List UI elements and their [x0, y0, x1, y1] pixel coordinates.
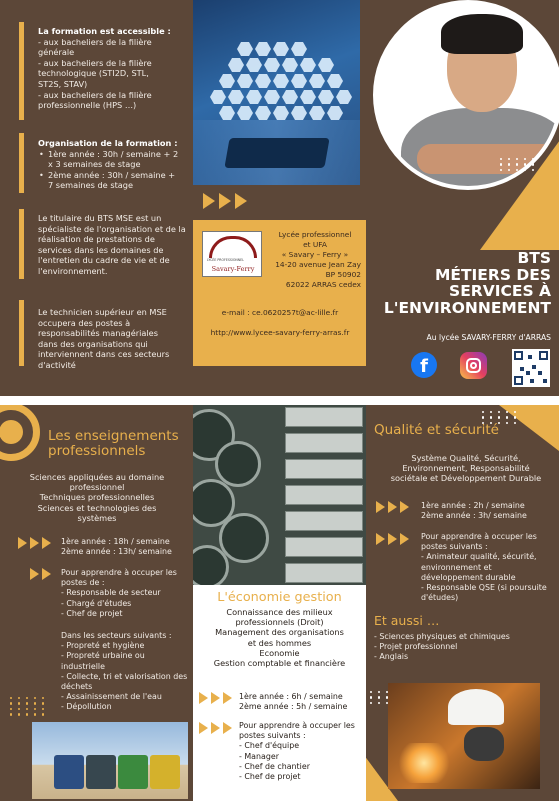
arrow-triangle-icon [400, 533, 409, 545]
title-line: Les enseignements [48, 428, 179, 444]
formation-block [38, 26, 173, 111]
arrow-triangle-icon [30, 568, 39, 580]
water-treatment-photo [193, 405, 366, 585]
hours-block [61, 537, 191, 557]
arrow-decoration [203, 193, 247, 209]
sector-item: - Dépollution [61, 702, 112, 712]
arrow-decoration [376, 533, 409, 545]
school-name [265, 230, 365, 260]
aussi-item: - Projet professionnel [374, 642, 458, 652]
bts-title-line: SERVICES À [449, 282, 551, 300]
decorative-dots [500, 158, 537, 171]
lycee-subtitle: Au lycée SAVARY-FERRY d'ARRAS [426, 333, 551, 342]
subject-line: professionnel [69, 482, 125, 493]
qualite-subjects [376, 453, 556, 484]
arrow-triangle-icon [223, 722, 232, 734]
recycling-bins-photo [32, 722, 188, 799]
economie-subjects [193, 607, 366, 668]
bts-title-line: L'ENVIRONNEMENT [383, 298, 551, 317]
accent-bar [19, 300, 24, 366]
hours-block [239, 692, 366, 712]
jobs-title: Pour apprendre à occuper les postes suivants : [421, 532, 537, 552]
subject-line: Sciences appliquées au domaine [29, 472, 165, 482]
aussi-item: - Anglais [374, 652, 409, 662]
jobs-title: Pour apprendre à occuper les postes de : [61, 568, 177, 588]
organisation-block [38, 138, 180, 191]
aussi-item: - Sciences physiques et chimiques [374, 632, 510, 641]
decorative-triangle [480, 140, 559, 250]
website-link[interactable]: http://www.lycee-savary-ferry-arras.fr [210, 328, 350, 337]
qualite-title: Qualité et sécurité [374, 422, 499, 438]
arrow-triangle-icon [223, 692, 232, 704]
hours-line: 2ème année : 3h/ semaine [421, 511, 527, 521]
organisation-item: • 1ère année : 30h / semaine + 2 x 3 semaines de stage [38, 149, 180, 170]
arrow-decoration [376, 501, 409, 513]
aussi-title: Et aussi … [374, 613, 440, 628]
arrow-triangle-icon [203, 193, 215, 209]
arrow-triangle-icon [400, 501, 409, 513]
job-item: - Chef d'équipe [239, 741, 300, 751]
organisation-item: • 2ème année : 30h / semaine + 7 semaines de stage [38, 170, 180, 191]
address-line: 62022 ARRAS cedex [285, 280, 361, 289]
subject-line: professionnels (Droit) [235, 617, 324, 628]
instagram-icon[interactable] [460, 352, 487, 379]
hours-line: 1ère année : 6h / semaine [239, 692, 343, 701]
contact-box [193, 220, 366, 366]
sectors-block [61, 631, 191, 713]
arrow-triangle-icon [42, 568, 51, 580]
job-item: - Manager [239, 751, 279, 761]
accent-bar [19, 133, 24, 193]
subject-line: sociétale et Développement Durable [390, 473, 542, 484]
decorative-dots [10, 697, 47, 716]
sectors-title: Dans les secteurs suivants : [61, 631, 172, 640]
bts-title-line: BTS [517, 249, 551, 267]
accent-bar [19, 209, 24, 279]
economie-title: L'économie gestion [217, 590, 342, 605]
subject-line: Techniques professionnelles [39, 492, 155, 503]
formation-item: - aux bacheliers de la filière professionnelle (HPS …) [38, 89, 152, 111]
arrow-triangle-icon [199, 692, 208, 704]
accent-bar [19, 22, 24, 120]
formation-item: - aux bacheliers de la filière générale [38, 36, 152, 58]
arrow-triangle-icon [30, 537, 39, 549]
organisation-title: Organisation de la formation : [38, 138, 178, 148]
logo-text: Savary-Ferry [211, 265, 255, 273]
jobs-block [61, 568, 191, 619]
hours-block [421, 501, 556, 521]
subject-line: Système Qualité, Sécurité, [411, 453, 521, 463]
qr-code-icon[interactable] [512, 349, 550, 387]
decorative-circle [0, 420, 23, 444]
school-name-line: et UFA [303, 240, 327, 249]
qualite-panel [366, 405, 559, 801]
school-name-line: « Savary – Ferry » [281, 250, 349, 259]
hours-line: 1ère année : 18h / semaine [61, 537, 170, 546]
arrow-decoration [30, 568, 51, 580]
email-link[interactable]: e-mail : ce.0620257t@ac-lille.fr [221, 308, 339, 317]
arrow-triangle-icon [199, 722, 208, 734]
subject-line: systèmes [77, 512, 117, 523]
arrow-triangle-icon [42, 537, 51, 549]
subject-line: Environnement, Responsabilité [402, 463, 530, 474]
subject-line: Sciences et technologies des [37, 502, 157, 513]
school-address [263, 260, 366, 290]
arrow-triangle-icon [219, 193, 231, 209]
jobs-block [239, 721, 364, 782]
bts-title [384, 250, 551, 316]
sector-item: - Assainissement de l'eau [61, 692, 162, 702]
jobs-title: Pour apprendre à occuper les postes suivants : [239, 721, 355, 741]
jobs-block [421, 532, 554, 603]
facebook-icon[interactable]: f [411, 352, 437, 378]
digital-network-photo [193, 0, 360, 185]
school-name-line: Lycée professionnel [278, 230, 352, 239]
logo-small-text: LYCÉE PROFESSIONNEL [207, 258, 244, 262]
technicien-text: Le technicien supérieur en MSE occupera des postes à responsabilités managériales dans des organisations qui interviennent dans ces secteurs d'activité [38, 307, 170, 370]
job-item: - Chef de chantier [239, 761, 310, 771]
arrow-decoration [199, 722, 232, 734]
aussi-block [374, 632, 554, 663]
top-panel [0, 0, 559, 396]
arrow-triangle-icon [235, 193, 247, 209]
address-line: 14-20 avenue Jean Zay [275, 260, 361, 269]
subject-line: Management des organisations [215, 627, 344, 638]
job-item: - Responsable de secteur [61, 588, 161, 598]
title-line: professionnels [48, 443, 146, 459]
sector-item: - Collecte, tri et valorisation des déchets [61, 671, 188, 692]
subject-line: Economie [259, 647, 300, 658]
arrow-triangle-icon [18, 537, 27, 549]
enseignements-panel [0, 405, 193, 801]
job-item: - Animateur qualité, sécurité, environnement et développement durable [421, 552, 537, 582]
hours-line: 2ème année : 5h / semaine [239, 702, 348, 712]
arrow-triangle-icon [211, 722, 220, 734]
job-item: - Chef de projet [239, 772, 301, 782]
school-logo [202, 231, 262, 277]
separator [0, 396, 559, 405]
subject-line: Gestion comptable et financière [213, 658, 346, 669]
job-item: - Chargé d'études [61, 598, 132, 608]
job-item: - Responsable QSE (si poursuite d'études) [421, 583, 547, 603]
formation-item: - aux bacheliers de la filière technologique (STI2D, STL, ST2S, STAV) [38, 57, 152, 89]
sector-item: - Propreté urbaine ou industrielle [61, 651, 145, 671]
arrow-triangle-icon [211, 692, 220, 704]
enseignements-subjects [8, 472, 186, 523]
arrow-triangle-icon [388, 501, 397, 513]
formation-title: La formation est accessible : [38, 26, 171, 36]
arrow-decoration [18, 537, 51, 549]
address-line: BP 50902 [325, 270, 361, 279]
arrow-triangle-icon [376, 533, 385, 545]
bts-title-line: MÉTIERS DES [434, 265, 551, 284]
subject-line: Connaissance des milieux [226, 607, 333, 617]
economie-panel [193, 405, 366, 801]
safety-worker-photo [388, 683, 540, 789]
hours-line: 2ème année : 13h/ semaine [61, 547, 172, 557]
arrow-triangle-icon [388, 533, 397, 545]
subject-line: et des hommes [247, 637, 312, 648]
sector-item: - Propreté et hygiène [61, 641, 145, 651]
enseignements-title [48, 429, 179, 459]
job-item: - Chef de projet [61, 608, 123, 618]
titulaire-text: Le titulaire du BTS MSE est un spécialiste de l'organisation et de la réalisation de prestations de services dans les domaines de l'entretien du cadre de vie et de l'environnement. [38, 213, 186, 276]
arrow-triangle-icon [376, 501, 385, 513]
arrow-decoration [199, 692, 232, 704]
hours-line: 1ère année : 2h / semaine [421, 501, 525, 510]
